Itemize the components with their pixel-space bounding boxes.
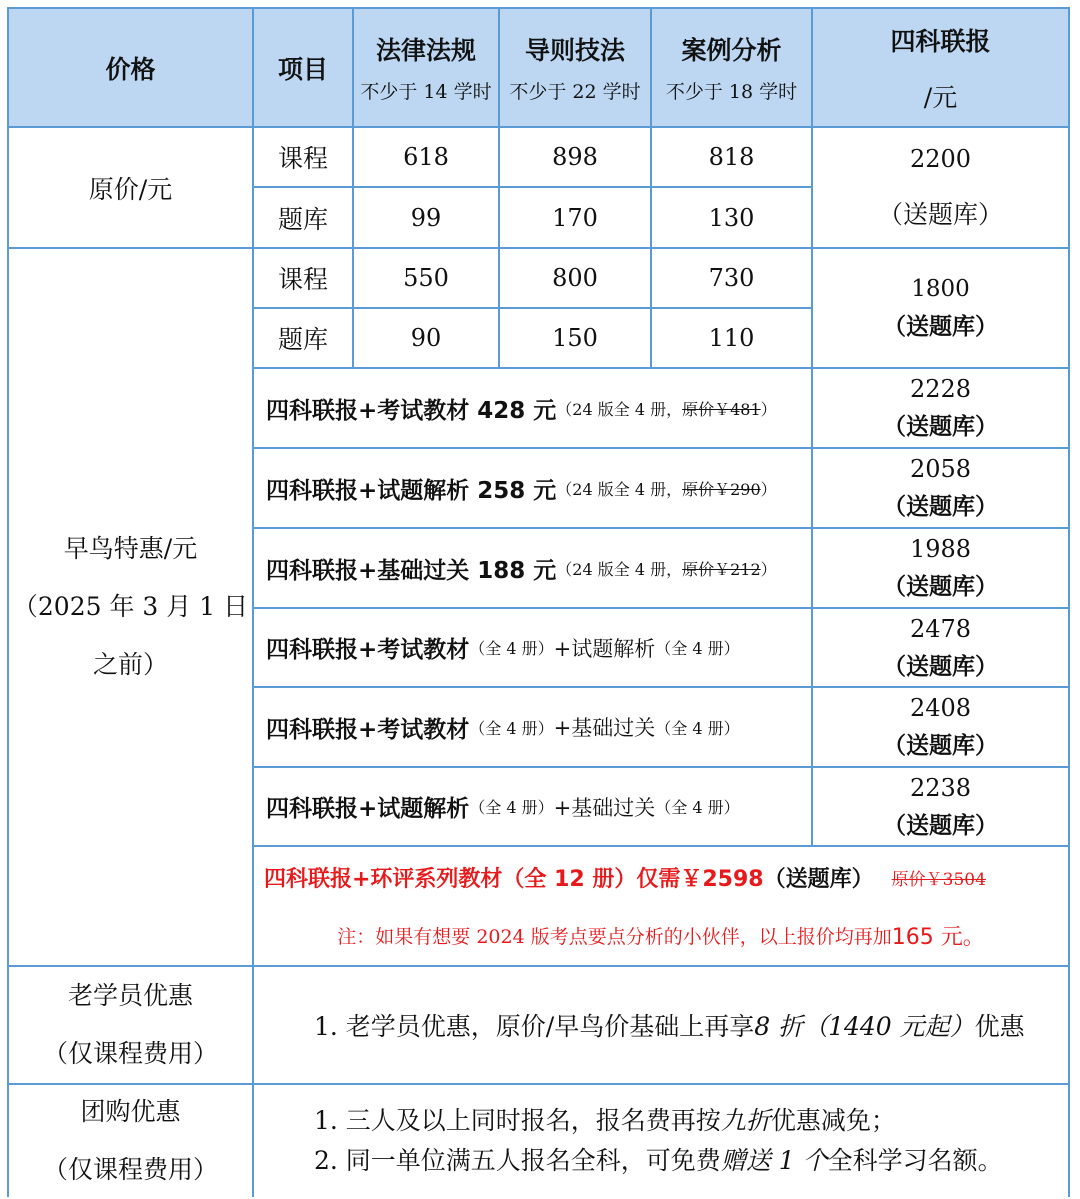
price-value: 800 <box>552 264 598 292</box>
package-note: （送题库） <box>883 494 998 520</box>
original-bank-label <box>254 188 352 247</box>
package-detail-2: （全 4 册） <box>655 798 740 817</box>
border-line <box>1068 7 1070 1197</box>
price-value: 110 <box>708 324 755 352</box>
price-value: 150 <box>552 324 598 352</box>
package-price-cell <box>813 369 1068 447</box>
package-note: （送题库） <box>883 414 998 440</box>
package-price: 2478 <box>909 614 972 643</box>
package-main: 四科联报+考试教材 <box>266 637 470 663</box>
early-course-law <box>354 249 498 307</box>
package-main: 四科联报+试题解析 <box>266 796 470 822</box>
group-label <box>9 1085 252 1197</box>
package-original-price: 原价￥481 <box>682 399 761 419</box>
early-bird-date-end: 之前） <box>92 650 168 679</box>
promo-line <box>254 847 1068 907</box>
package-detail-end: ） <box>760 479 777 499</box>
package-main: 四科联报+基础过关 188 元 <box>266 557 557 584</box>
package-detail: （全 4 册） <box>469 798 554 817</box>
alumni-label <box>9 967 252 1083</box>
group-scope: （仅课程费用） <box>42 1155 218 1184</box>
bundle-unit: /元 <box>923 82 958 112</box>
package-price: 2228 <box>909 375 972 403</box>
package-detail-2: （全 4 册） <box>655 639 740 658</box>
package-row <box>254 609 811 686</box>
alumni-text: 1. 老学员优惠，原价/早鸟价基础上再享 <box>314 1012 755 1041</box>
original-course-law <box>354 128 498 186</box>
package-price-cell <box>813 529 1068 607</box>
course-label-text: 课程 <box>277 265 328 294</box>
package-detail: （全 4 册） <box>469 639 554 658</box>
package-main-2: +试题解析 <box>553 636 656 661</box>
price-value: 90 <box>410 324 442 352</box>
early-bank-law <box>354 309 498 367</box>
package-row <box>254 529 811 607</box>
price-value: 898 <box>552 143 598 171</box>
header-subject-guideline <box>500 9 650 126</box>
group-rule-text: 2. 同一单位满五人报名全科，可免费 <box>314 1146 721 1175</box>
original-bank-guideline <box>500 188 650 247</box>
early-course-label <box>254 249 352 307</box>
promo-original-price: 原价￥3504 <box>891 869 986 890</box>
package-price-cell <box>813 688 1068 766</box>
bundle-title: 四科联报 <box>890 26 991 56</box>
package-price: 2408 <box>909 694 972 722</box>
original-price-label-text: 原价/元 <box>88 174 173 204</box>
bank-label-text: 题库 <box>277 204 328 234</box>
package-price-cell <box>813 609 1068 686</box>
group-rule-1 <box>314 1101 896 1141</box>
package-detail: （全 4 册） <box>469 718 554 738</box>
package-note: （送题库） <box>883 574 998 600</box>
original-course-label <box>254 128 352 186</box>
early-bird-label <box>9 249 252 965</box>
package-row <box>254 688 811 766</box>
header-subject-law <box>354 9 498 126</box>
package-detail-end: ） <box>760 399 777 419</box>
package-price: 2238 <box>909 773 972 802</box>
header-price-label: 价格 <box>105 54 156 84</box>
group-rule-text: 1. 三人及以上同时报名，报名费再按 <box>314 1106 721 1135</box>
price-value: 618 <box>403 143 449 171</box>
original-price-label <box>9 128 252 247</box>
early-bank-case <box>652 309 811 367</box>
package-detail-2: （全 4 册） <box>655 718 740 738</box>
package-detail-end: ） <box>760 559 777 579</box>
price-value: 550 <box>403 264 449 292</box>
package-original-price: 原价￥290 <box>682 479 761 499</box>
early-bank-label <box>254 309 352 367</box>
package-detail: （24 版全 4 册， <box>556 559 683 579</box>
promo-bundle: 四科联报+环评系列教材（全 12 册）仅需￥2598 <box>264 866 764 892</box>
header-item-label: 项目 <box>277 54 328 84</box>
header-bundle <box>813 9 1068 126</box>
bundle-price: 1800 <box>911 276 970 302</box>
note-amount: 165 元。 <box>891 924 985 950</box>
package-main: 四科联报+考试教材 <box>266 716 470 743</box>
package-row <box>254 449 811 527</box>
original-course-case <box>652 128 811 186</box>
early-course-guideline <box>500 249 650 307</box>
bundle-note: （送题库） <box>883 314 998 340</box>
package-row <box>254 369 811 447</box>
bank-label-text: 题库 <box>277 325 328 354</box>
header-item <box>254 9 352 126</box>
note-line <box>254 905 1068 965</box>
package-main-2: +基础过关 <box>553 716 656 740</box>
package-main: 四科联报+考试教材 428 元 <box>266 397 557 424</box>
early-bird-title: 早鸟特惠/元 <box>63 534 198 563</box>
package-price: 1988 <box>909 535 972 563</box>
package-price-cell <box>813 449 1068 527</box>
note-text: 注：如果有想要 2024 版考点要点分析的小伙伴，以上报价均再加 <box>337 925 892 948</box>
alumni-discount: 8 折（1440 元起） <box>754 1012 975 1041</box>
subject-hours: 不少于 22 学时 <box>509 81 641 103</box>
subject-hours: 不少于 14 学时 <box>360 81 492 103</box>
original-course-guideline <box>500 128 650 186</box>
price-value: 730 <box>708 264 755 292</box>
package-note: （送题库） <box>883 812 998 839</box>
early-bundle <box>813 249 1068 367</box>
promo-note: （送题库） <box>763 866 874 892</box>
group-rule-emphasis: 赠送 1 个 <box>720 1146 828 1175</box>
original-bank-law <box>354 188 498 247</box>
price-value: 170 <box>552 203 598 232</box>
price-value: 99 <box>410 203 442 232</box>
package-main-2: +基础过关 <box>553 795 656 820</box>
group-rule-emphasis: 九折 <box>720 1106 771 1135</box>
group-rule-text-end: 全科学习名额。 <box>827 1146 1003 1175</box>
header-price <box>9 9 252 126</box>
original-bundle <box>813 128 1068 247</box>
package-price-cell <box>813 768 1068 845</box>
subject-name: 案例分析 <box>681 36 782 65</box>
subject-name: 法律法规 <box>375 36 476 65</box>
alumni-scope: （仅课程费用） <box>42 1039 218 1068</box>
package-detail: （24 版全 4 册， <box>556 479 683 499</box>
early-bird-date: （2025 年 3 月 1 日 <box>12 592 249 621</box>
group-title: 团购优惠 <box>80 1097 181 1126</box>
course-label-text: 课程 <box>277 144 328 173</box>
group-detail <box>254 1085 1068 1197</box>
subject-hours: 不少于 18 学时 <box>665 81 798 103</box>
original-bank-case <box>652 188 811 247</box>
header-subject-case <box>652 9 811 126</box>
early-bank-guideline <box>500 309 650 367</box>
subject-name: 导则技法 <box>524 36 625 65</box>
group-rule-2 <box>314 1141 1003 1181</box>
package-main: 四科联报+试题解析 258 元 <box>266 477 557 504</box>
price-value: 818 <box>708 143 755 171</box>
alumni-text-end: 优惠 <box>974 1012 1025 1041</box>
package-note: （送题库） <box>883 733 998 759</box>
price-value: 130 <box>708 203 755 232</box>
alumni-detail <box>254 967 1068 1083</box>
early-course-case <box>652 249 811 307</box>
group-rule-text-end: 优惠减免； <box>770 1106 896 1135</box>
bundle-price: 2200 <box>909 144 972 173</box>
alumni-title: 老学员优惠 <box>67 981 193 1010</box>
package-price: 2058 <box>909 455 972 483</box>
package-original-price: 原价￥212 <box>682 559 761 579</box>
package-note: （送题库） <box>883 653 998 680</box>
package-row <box>254 768 811 845</box>
bundle-note: （送题库） <box>877 199 1003 229</box>
package-detail: （24 版全 4 册， <box>556 399 683 419</box>
